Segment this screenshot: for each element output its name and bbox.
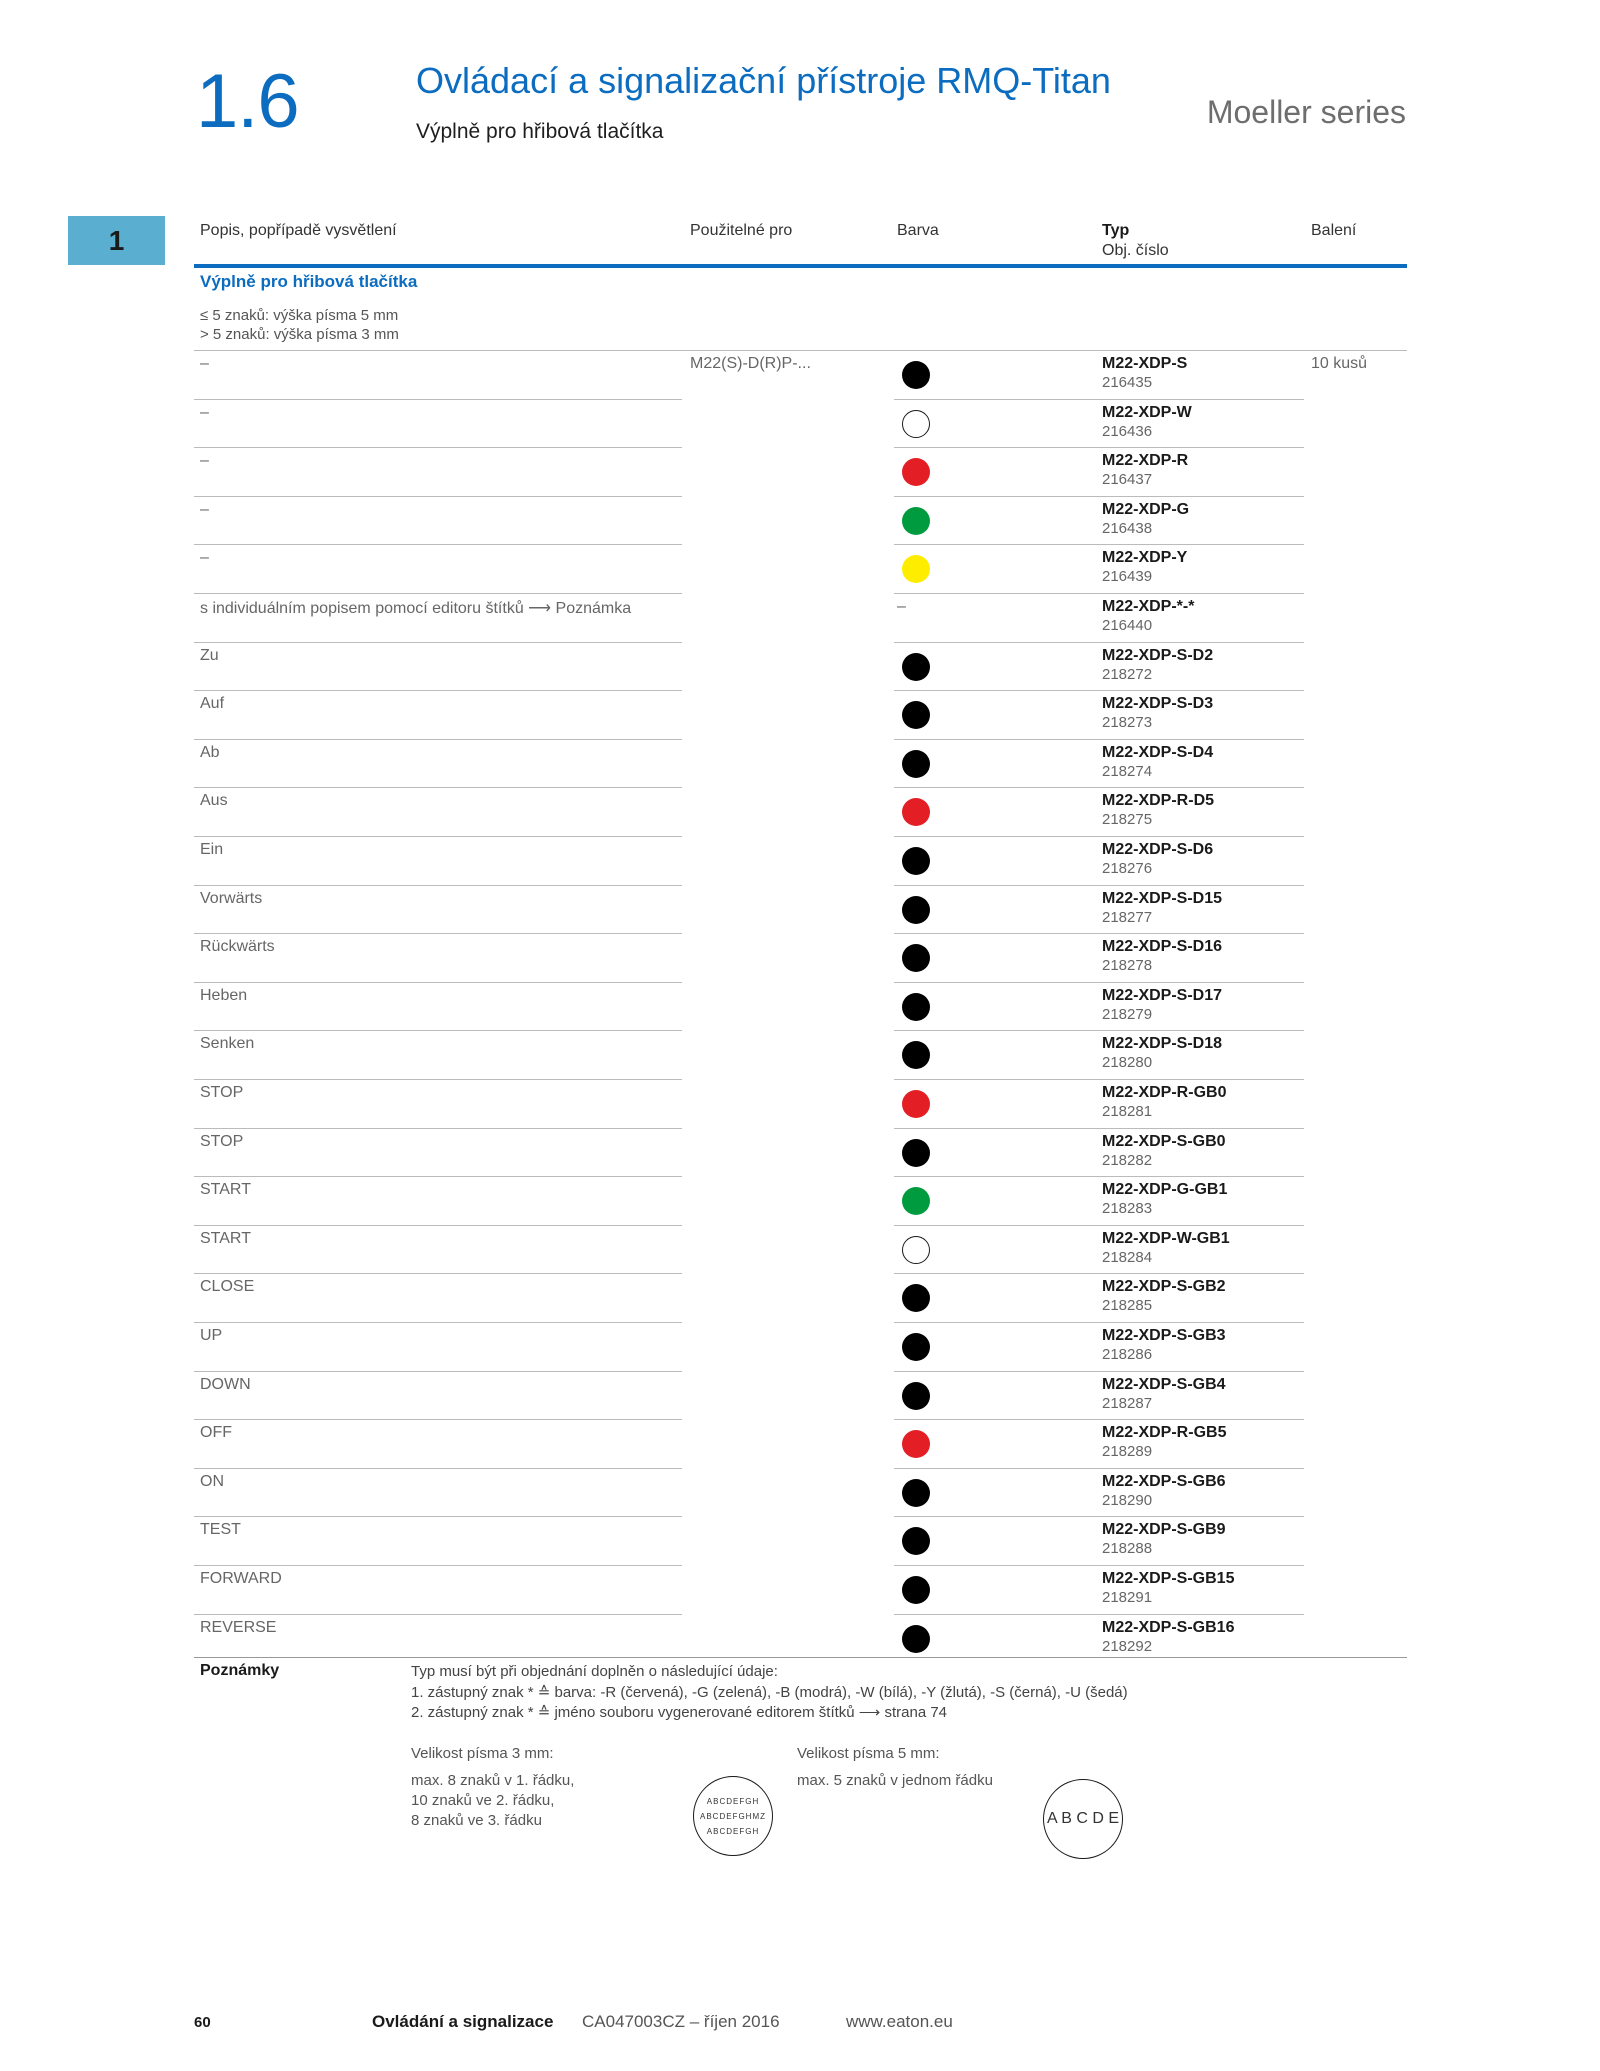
row-type: M22-XDP-R-GB0 (1102, 1084, 1227, 1101)
row-description: CLOSE (200, 1278, 255, 1296)
color-dot-yellow (902, 555, 930, 583)
row-description: Heben (200, 986, 248, 1004)
row-order-number: 216436 (1102, 422, 1153, 440)
label-example-5mm (1043, 1779, 1123, 1859)
label-example-3mm-line-3: ABCDEFGH (706, 1826, 760, 1836)
table-row (0, 691, 1600, 740)
table-row (0, 788, 1600, 837)
row-order-number: 218280 (1102, 1054, 1153, 1072)
table-row (0, 1080, 1600, 1129)
row-order-number: 218283 (1102, 1200, 1153, 1218)
color-dot-white (902, 1236, 930, 1264)
row-order-number: 218292 (1102, 1637, 1153, 1655)
table-row (0, 740, 1600, 789)
table-row (0, 1129, 1600, 1178)
col-header-order-no: Obj. číslo (1102, 242, 1169, 259)
row-description: TEST (200, 1521, 241, 1539)
row-type: M22-XDP-S-GB0 (1102, 1132, 1226, 1150)
table-row (0, 837, 1600, 886)
col-header-description: Popis, popřípadě vysvětlení (200, 222, 397, 239)
color-dot-black (902, 1576, 930, 1604)
row-type: M22-XDP-S (1102, 355, 1188, 372)
font-3mm-title: Velikost písma 3 mm: (411, 1745, 554, 1762)
row-order-number: 216437 (1102, 471, 1153, 489)
row-type: M22-XDP-S-D16 (1102, 938, 1223, 956)
label-example-3mm-line-1: ABCDEFGH (706, 1796, 760, 1806)
color-dot-white (902, 410, 930, 438)
row-order-number: 218274 (1102, 762, 1153, 780)
row-order-number: 218284 (1102, 1248, 1153, 1266)
row-description: STOP (200, 1132, 244, 1150)
row-type: M22-XDP-S-GB6 (1102, 1472, 1226, 1490)
row-order-number: 218281 (1102, 1103, 1153, 1120)
table-row (0, 1177, 1600, 1226)
color-dot-black (902, 1479, 930, 1507)
row-type: M22-XDP-S-GB9 (1102, 1521, 1226, 1539)
font-3mm-line-2: 10 znaků ve 2. řádku, (411, 1792, 555, 1809)
row-description: DOWN (200, 1375, 251, 1393)
color-dot-black (902, 1333, 930, 1361)
row-type: M22-XDP-S-GB4 (1102, 1375, 1226, 1393)
row-description: STOP (200, 1084, 244, 1101)
table-row (0, 351, 1600, 400)
row-order-number: 218285 (1102, 1297, 1153, 1315)
col-header-packaging: Balení (1311, 222, 1357, 239)
row-order-number: 216439 (1102, 568, 1153, 586)
color-dot-black (902, 896, 930, 924)
row-order-number: 216435 (1102, 374, 1153, 391)
row-type: M22-XDP-R-D5 (1102, 792, 1215, 810)
table-row (0, 1226, 1600, 1275)
row-type: M22-XDP-G (1102, 500, 1190, 518)
header-rule (194, 264, 1407, 268)
section-note-2: > 5 znaků: výška písma 3 mm (200, 326, 399, 343)
page-title: Ovládací a signalizační přístroje RMQ-Titan (416, 60, 1111, 101)
notes-line-1: Typ musí být při objednání doplněn o následující údaje: (411, 1663, 778, 1680)
row-description: Vorwärts (200, 889, 263, 907)
row-description: UP (200, 1327, 223, 1344)
row-description: Zu (200, 646, 219, 664)
row-type: M22-XDP-S-D15 (1102, 889, 1223, 907)
label-example-5mm-text: A B C D E (1046, 1810, 1120, 1827)
color-dot-black (902, 944, 930, 972)
col-header-usable: Použitelné pro (690, 222, 793, 239)
row-order-number: 218276 (1102, 860, 1153, 877)
font-3mm-line-3: 8 znaků ve 3. řádku (411, 1812, 542, 1829)
color-dot-green (902, 507, 930, 535)
row-type: M22-XDP-S-D18 (1102, 1035, 1223, 1053)
row-type: M22-XDP-S-GB15 (1102, 1570, 1235, 1587)
table-end-rule (194, 1657, 1407, 1658)
table-row (0, 497, 1600, 546)
font-3mm-desc (411, 1771, 574, 1831)
row-order-number: 216440 (1102, 617, 1153, 634)
table-row (0, 594, 1600, 643)
row-order-number: 218282 (1102, 1151, 1153, 1169)
color-dot-red (902, 1430, 930, 1458)
row-type: M22-XDP-S-D6 (1102, 841, 1214, 858)
row-description: START (200, 1229, 251, 1247)
row-order-number: 218286 (1102, 1346, 1153, 1363)
page-subtitle: Výplně pro hřibová tlačítka (416, 120, 664, 143)
col-header-color: Barva (897, 222, 939, 239)
table-row (0, 545, 1600, 594)
notes-label: Poznámky (200, 1662, 280, 1679)
row-description: REVERSE (200, 1618, 277, 1636)
section-note-1: ≤ 5 znaků: výška písma 5 mm (200, 307, 399, 324)
row-description: – (200, 403, 209, 421)
notes-line-3: 2. zástupný znak * ≙ jméno souboru vygenerované editorem štítků ⟶ strana 74 (411, 1704, 948, 1721)
table-row (0, 400, 1600, 449)
table-row (0, 934, 1600, 983)
row-type: M22-XDP-S-GB3 (1102, 1327, 1226, 1344)
row-order-number: 218278 (1102, 957, 1153, 975)
table-row (0, 643, 1600, 692)
row-type: M22-XDP-S-GB2 (1102, 1278, 1226, 1296)
row-order-number: 218289 (1102, 1443, 1153, 1461)
footer-document-id: CA047003CZ – říjen 2016 (582, 2012, 780, 2031)
row-color-text: – (897, 598, 906, 615)
color-dot-black (902, 750, 930, 778)
color-dot-black (902, 361, 930, 389)
table-row (0, 1274, 1600, 1323)
color-dot-red (902, 1090, 930, 1118)
row-description: – (200, 355, 209, 372)
row-description: ON (200, 1472, 224, 1490)
font-3mm-line-1: max. 8 znaků v 1. řádku, (411, 1772, 575, 1789)
row-type: M22-XDP-W-GB1 (1102, 1229, 1230, 1247)
color-dot-black (902, 1382, 930, 1410)
row-type: M22-XDP-S-D17 (1102, 986, 1223, 1004)
row-description: – (200, 549, 209, 567)
row-description: Ein (200, 841, 224, 858)
color-dot-black (902, 993, 930, 1021)
row-packaging: 10 kusů (1311, 355, 1368, 372)
label-example-3mm (693, 1776, 773, 1856)
brand-label: Moeller series (1206, 94, 1406, 130)
color-dot-black (902, 701, 930, 729)
row-order-number: 218287 (1102, 1394, 1153, 1412)
table-row (0, 1323, 1600, 1372)
table-row (0, 886, 1600, 935)
section-notes (200, 306, 399, 344)
color-dot-black (902, 847, 930, 875)
row-order-number: 218291 (1102, 1589, 1153, 1606)
table-row (0, 983, 1600, 1032)
row-description: Ab (200, 743, 220, 761)
table-row (0, 1615, 1600, 1664)
row-usable-for: M22(S)-D(R)P-... (690, 355, 811, 372)
row-type: M22-XDP-W (1102, 403, 1192, 421)
table-row (0, 1517, 1600, 1566)
label-example-3mm-line-2: ABCDEFGHMZ (700, 1811, 766, 1821)
row-description: Aus (200, 792, 228, 810)
font-5mm-title: Velikost písma 5 mm: (797, 1745, 940, 1762)
row-type: M22-XDP-G-GB1 (1102, 1181, 1228, 1199)
footer-section: Ovládání a signalizace (372, 2012, 554, 2031)
row-order-number: 218288 (1102, 1540, 1153, 1558)
footer-page-number: 60 (194, 2014, 211, 2031)
row-description: Rückwärts (200, 938, 275, 956)
row-description: – (200, 500, 209, 518)
table-row (0, 1469, 1600, 1518)
row-order-number: 218272 (1102, 665, 1153, 683)
color-dot-black (902, 1527, 930, 1555)
row-order-number: 218279 (1102, 1005, 1153, 1023)
row-description: OFF (200, 1424, 232, 1442)
row-type: M22-XDP-R-GB5 (1102, 1424, 1227, 1442)
row-description: FORWARD (200, 1570, 282, 1587)
table-row (0, 1372, 1600, 1421)
table-row (0, 1566, 1600, 1615)
color-dot-black (902, 1139, 930, 1167)
row-type: M22-XDP-S-D3 (1102, 695, 1214, 713)
row-order-number: 218277 (1102, 908, 1153, 926)
row-order-number: 216438 (1102, 519, 1153, 537)
table-row (0, 448, 1600, 497)
row-description: Senken (200, 1035, 255, 1053)
row-description: START (200, 1181, 251, 1199)
section-title: Výplně pro hřibová tlačítka (200, 272, 418, 291)
font-5mm-desc: max. 5 znaků v jednom řádku (797, 1772, 993, 1789)
color-dot-black (902, 1284, 930, 1312)
color-dot-green (902, 1187, 930, 1215)
color-dot-black (902, 1625, 930, 1653)
row-description: s individuálním popisem pomocí editoru štítků ⟶ Poznámka (200, 600, 632, 617)
row-description: – (200, 452, 209, 470)
row-order-number: 218273 (1102, 714, 1153, 732)
color-dot-red (902, 458, 930, 486)
row-type: M22-XDP-*-* (1102, 598, 1195, 615)
row-type: M22-XDP-S-D2 (1102, 646, 1214, 664)
col-header-type: Typ (1102, 222, 1130, 239)
row-type: M22-XDP-Y (1102, 549, 1188, 567)
row-description: Auf (200, 695, 225, 713)
footer-url[interactable]: www.eaton.eu (846, 2012, 953, 2031)
row-type: M22-XDP-S-D4 (1102, 743, 1214, 761)
color-dot-black (902, 653, 930, 681)
row-type: M22-XDP-R (1102, 452, 1189, 470)
chapter-side-tab: 1 (68, 216, 165, 265)
color-dot-red (902, 798, 930, 826)
table-row (0, 1031, 1600, 1080)
row-order-number: 218275 (1102, 811, 1153, 829)
row-type: M22-XDP-S-GB16 (1102, 1618, 1235, 1636)
notes-line-2: 1. zástupný znak * ≙ barva: -R (červená), -G (zelená), -B (modrá), -W (bílá), -Y (žlutá), -S (černá), -U (šedá) (411, 1684, 1128, 1701)
table-row (0, 1420, 1600, 1469)
color-dot-black (902, 1041, 930, 1069)
row-order-number: 218290 (1102, 1491, 1153, 1509)
chapter-number: 1.6 (196, 59, 299, 144)
